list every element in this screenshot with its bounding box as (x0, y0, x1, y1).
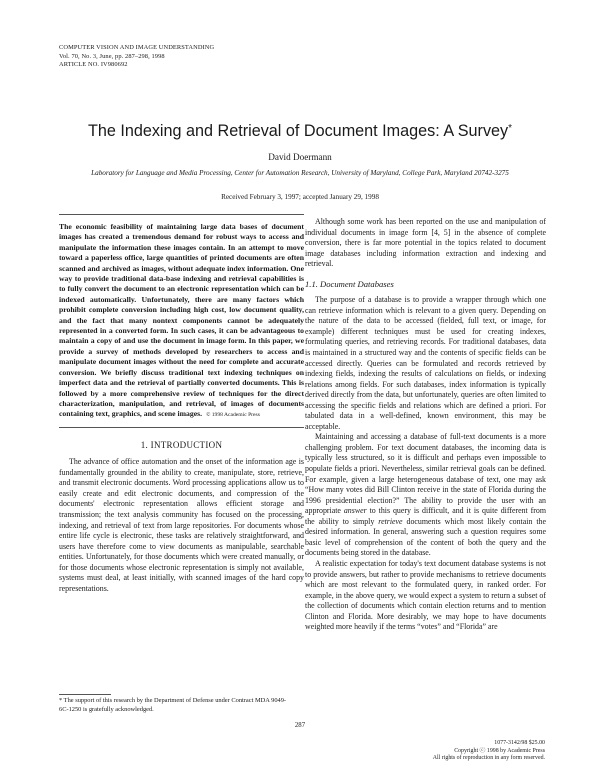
right-paragraph-2: The purpose of a database is to provide a wrapper through which one can retrieve information which is relevant to a given query. Depending on the nature of the data to be accessed (fielded, full text, or image, for example) different techniques must be used for creating indexes, formulating queries, and retrieving records. For traditional databases, data is maintained in a structured way and the contents of specific fields can be accessed directly. Queries can be formulated and records retrieved by indexing fields, indexing the results of calculations on fields, or indexing relations among fields. For such databases, index information is typically derived directly from the data, but unfortunately, queries are often limited to accessing the specific fields and relations which are defined a priori. For tabulated data in a well-defined, known environment, this may be acceptable. (305, 295, 546, 431)
footnote-rule (59, 694, 111, 695)
left-column (59, 214, 304, 594)
right-column (305, 217, 546, 633)
footnote: * The support of this research by the Department of Defense under Contract MDA 9049-6C-1250 is gratefully acknowledged. (59, 697, 287, 713)
page-number: 287 (294, 722, 306, 729)
right-paragraph-3-part-c: documents which most likely contain the desired information. In general, answering such a question requires some basic level of comprehension of the content of both the query and the documents being stored in the database. (305, 516, 546, 558)
subsection-heading-document-databases: 1.1. Document Databases (305, 278, 394, 289)
author-name: David Doermann (268, 152, 332, 162)
copyright-block (433, 740, 545, 763)
introduction-paragraph: The advance of office automation and the onset of the information age is fundamentally grounded in the ability to create, manipulate, store, retrieve, and transmit electronic documents. Word processing applications allow us to easily create and edit electronic documents, and compression of the documents' electronic representation allows efficient storage and transmission; the text analysis community has focused on the processing, indexing, and retrieval of text from large repositories. For documents whose entire life cycle is electronic, these tasks are relatively straightforward, and users have therefore come to view documents as manipulable, searchable entities. Unfortunately, for those documents which were created manually, or for those documents whose electronic representation is simply not available, systems must deal, at least initially, with scanned images of the hard copy representations. (59, 457, 304, 593)
section-heading-introduction: 1. INTRODUCTION (140, 439, 223, 450)
right-paragraph-3-part-b: to this query is difficult, and it is quite different from the ability to simply (305, 506, 546, 526)
received-dates: Received February 3, 1997; accepted January 29, 1998 (221, 193, 379, 201)
journal-name: COMPUTER VISION AND IMAGE UNDERSTANDING (59, 44, 215, 51)
emphasis-answer: answer (343, 506, 367, 516)
copyright-price: 1077-3142/98 $25.00 (494, 740, 545, 746)
paper-title-text: The Indexing and Retrieval of Document Images: A Survey (87, 122, 509, 140)
abstract-copyright: © 1998 Academic Press (206, 412, 260, 419)
right-paragraph-3-part-a: Maintaining and accessing a database of full-text documents is a more challenging problem. For text document databases, the incoming data is typically less structured, so it is difficult and perhaps even impossible to populate fields a priori. Nevertheless, similar retrieval goals can be defined. For example, given a large heterogeneous database of text, one may ask “How many votes did Bill Clinton receive in the state of Florida during the 1996 presidential election?” The ability to provide the user with an appropriate (305, 432, 546, 516)
abstract-text: The economic feasibility of maintaining large data bases of document images has created a tremendous demand for robust ways to access and manipulate the information these images contain. In an attempt to move toward a paperless office, large quantities of printed documents are often scanned and archived as images, without adequate index information. One way to provide traditional data-base indexing and retrieval capabilities is to fully convert the document to an electronic representation which can be indexed automatically. Unfortunately, there are many factors which prohibit complete conversion including high cost, low document quality, and the fact that many nontext components cannot be adequately represented in a converted form. In such cases, it can be advantageous to maintain a copy of and use the document in image form. In this paper, we provide a survey of methods developed by researchers to access and manipulate document images without the need for complete and accurate conversion. We briefly discuss traditional text indexing techniques on imperfect data and the retrieval of partially converted documents. This is followed by a more comprehensive review of techniques for the direct characterization, manipulation, and retrieval, of images of documents containing text, graphics, and scene images. (59, 222, 304, 419)
right-paragraph-3 (305, 432, 546, 559)
right-paragraph-4: A realistic expectation for today's text document database systems is not to provide answers, but rather to provide mechanisms to retrieve documents which are most relevant to the formulated query, in ranked order. For example, in the above query, we would expect a system to return a subset of the collection of documents which contain election returns and to mention Clinton and Florida. More desirably, we may hope to have documents weighted more heavily if the terms “votes” and “Florida” are (305, 558, 546, 632)
paper-title (0, 122, 600, 141)
journal-volume: Vol. 70, No. 3, June, pp. 287–298, 1998 (59, 52, 165, 60)
journal-header (59, 44, 214, 70)
abstract-bottom-rule (59, 427, 304, 428)
right-paragraph-1: Although some work has been reported on the use and manipulation of individual documents in image form [4, 5] in the absence of complete conversion, there is far more potential in the topics related to document image databases including information extraction and indexing and retrieval. (305, 217, 546, 269)
copyright-holder: Copyright ⓒ 1998 by Academic Press (454, 747, 545, 754)
title-footnote-mark: * (508, 123, 513, 134)
copyright-rights: All rights of reproduction in any form reserved. (432, 755, 545, 762)
abstract (59, 222, 304, 421)
emphasis-retrieve: retrieve (378, 516, 403, 526)
abstract-top-rule (59, 214, 304, 215)
author-affiliation: Laboratory for Language and Media Processing, Center for Automation Research, University of Maryland, College Park, Maryland 20742-3275 (91, 169, 509, 177)
article-number: ARTICLE NO. IV980692 (59, 61, 128, 69)
